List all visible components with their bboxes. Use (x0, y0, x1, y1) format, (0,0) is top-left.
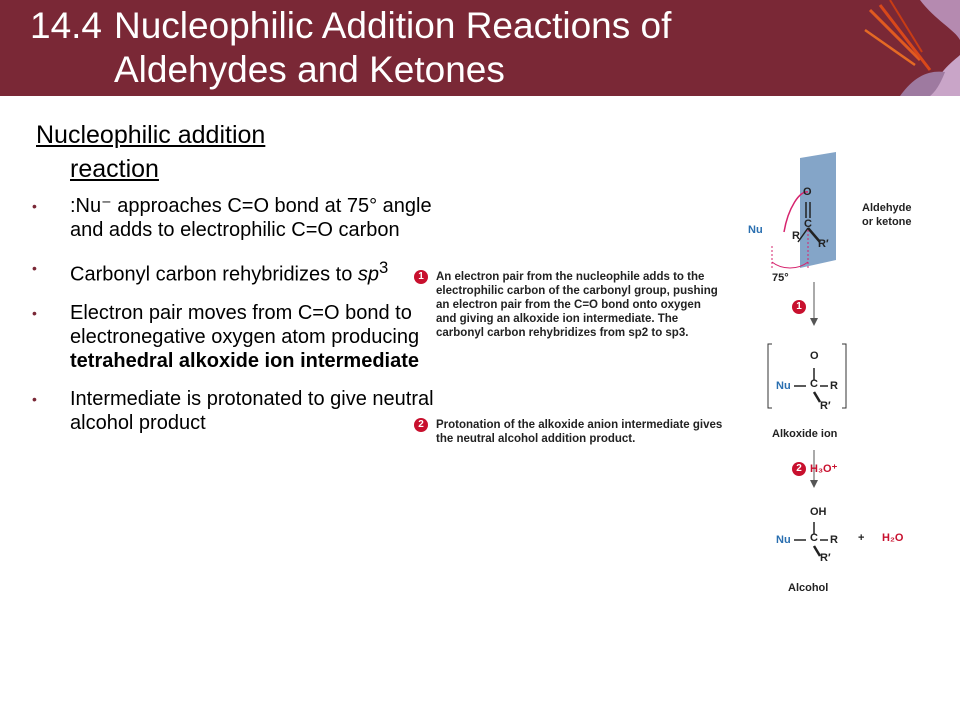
bullet-column (32, 118, 436, 449)
plus-sign: + (858, 532, 865, 544)
alcohol-r-label: R (830, 534, 838, 546)
r-label: R (792, 230, 800, 242)
angle-label: 75° (772, 272, 789, 284)
heading-line-2: reaction (70, 155, 159, 183)
alcohol-c-label: C (810, 532, 818, 544)
bullet-dot-icon: • (32, 260, 37, 276)
mechanism-notes (414, 270, 724, 446)
step-1-text: An electron pair from the nucleophile adds to the electrophilic carbon of the carbonyl group, pushing an electron pair from the C=O bond onto oxygen and giving an alkoxide ion intermediate. The carbonyl carbon rehybridizes from sp2 to sp3. (436, 271, 718, 339)
carbonyl-o-label: O (803, 186, 812, 198)
bullet-item: • :Nu⁻ approaches C=O bond at 75° angle and adds to electrophilic C=O carbon (32, 195, 432, 241)
h3o-reagent-label: H₃O⁺ (810, 463, 838, 475)
alkoxide-o-label: O (810, 350, 819, 362)
step-2-text: Protonation of the alkoxide anion intermediate gives the neutral alcohol addition product. (436, 419, 723, 445)
slide-title-line-1: Nucleophilic Addition Reactions of (114, 5, 672, 46)
alkoxide-c-label: C (810, 378, 818, 390)
alcohol-oh-label: OH (810, 506, 827, 518)
alkoxide-r-label: R (830, 380, 838, 392)
heading-line-1: Nucleophilic addition (36, 121, 266, 149)
mechanism-diagram (742, 150, 952, 610)
bullet-list (32, 194, 436, 435)
saffron-flower-image (860, 0, 960, 96)
title-bar (0, 0, 960, 96)
alkoxide-nu-label: Nu (776, 380, 791, 392)
carbonyl-c-label: C (804, 218, 812, 230)
mechanism-graphics (742, 150, 952, 610)
bullet-item: • Intermediate is protonated to give neutral alcohol product (32, 387, 434, 434)
bullet-item: • Carbonyl carbon rehybridizes to $sp^3$ (32, 258, 389, 286)
r-prime-label: R′ (818, 238, 829, 250)
section-heading (36, 118, 436, 186)
step-1-badge: 1 (414, 270, 428, 284)
alcohol-nu-label: Nu (776, 534, 791, 546)
or-ketone-label: or ketone (862, 216, 912, 228)
alkoxide-r-prime-label: R′ (820, 400, 831, 412)
section-number: 14.4 (30, 5, 103, 46)
arrow-step-2-badge: 2 (792, 462, 806, 476)
arrow-step-1-badge: 1 (792, 300, 806, 314)
aldehyde-label: Aldehyde (862, 202, 912, 214)
bullet-dot-icon: • (32, 390, 37, 407)
slide-title-line-2: Aldehydes and Ketones (114, 49, 505, 90)
step-2-note (414, 418, 724, 446)
water-product-label: H₂O (882, 532, 904, 544)
alcohol-r-prime-label: R′ (820, 552, 831, 564)
bullet-item: • Electron pair moves from C=O bond to electronegative oxygen atom producing tetrahedral alkoxide ion intermediate (32, 301, 420, 372)
bullet-dot-icon: • (32, 198, 37, 214)
step-2-badge: 2 (414, 418, 428, 432)
alcohol-label: Alcohol (788, 582, 829, 594)
bullet-dot-icon: • (32, 304, 37, 321)
alkoxide-ion-label: Alkoxide ion (772, 428, 838, 440)
nucleophile-label: Nu (748, 224, 763, 236)
step-1-note (414, 270, 724, 340)
